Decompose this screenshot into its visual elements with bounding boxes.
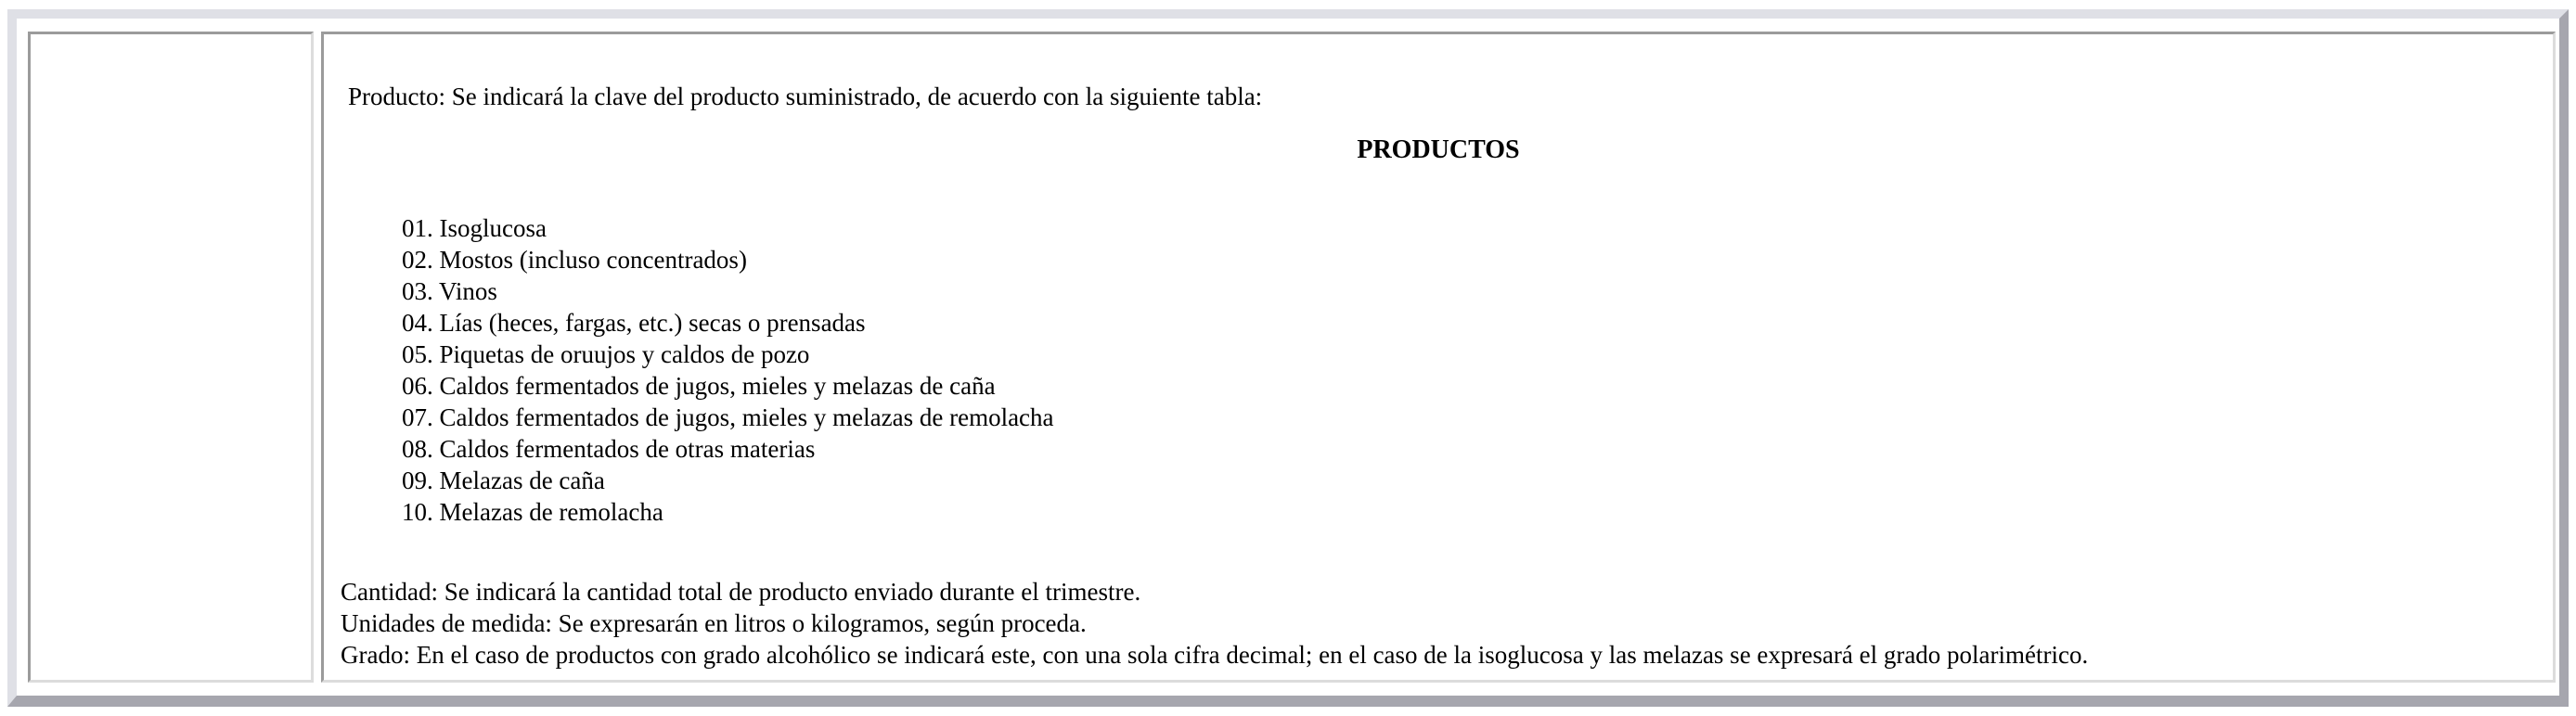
notes-block (341, 576, 2088, 671)
list-item: 09. Melazas de caña (402, 467, 605, 494)
list-item: 08. Caldos fermentados de otras materias (402, 435, 816, 463)
content-cell (321, 32, 2556, 683)
list-item: 02. Mostos (incluso concentrados) (402, 246, 747, 274)
note-grado: Grado: En el caso de productos con grado alcohólico se indicará este, con una sola cifra decimal; en el caso de la isoglucosa y las melazas se expresará el grado polarimétrico. (341, 641, 2089, 669)
product-list (402, 212, 1054, 528)
note-cantidad: Cantidad: Se indicará la cantidad total de producto enviado durante el trimestre. (341, 578, 1141, 606)
list-item: 07. Caldos fermentados de jugos, mieles y melazas de remolacha (402, 403, 1054, 431)
products-heading: PRODUCTOS (1357, 135, 1520, 164)
list-item: 01. Isoglucosa (402, 214, 547, 242)
list-item: 06. Caldos fermentados de jugos, mieles y melazas de caña (402, 372, 996, 400)
list-item: 05. Piquetas de oruujos y caldos de pozo (402, 340, 810, 368)
note-unidades: Unidades de medida: Se expresarán en litros o kilogramos, según proceda. (341, 609, 1087, 637)
list-item: 03. Vinos (402, 277, 497, 305)
document-table (7, 9, 2569, 707)
list-item: 04. Lías (heces, fargas, etc.) secas o prensadas (402, 309, 866, 337)
intro-text: Producto: Se indicará la clave del producto suministrado, de acuerdo con la siguiente tabla: (348, 83, 1263, 110)
empty-label-cell (28, 32, 314, 683)
list-item: 10. Melazas de remolacha (402, 498, 663, 526)
